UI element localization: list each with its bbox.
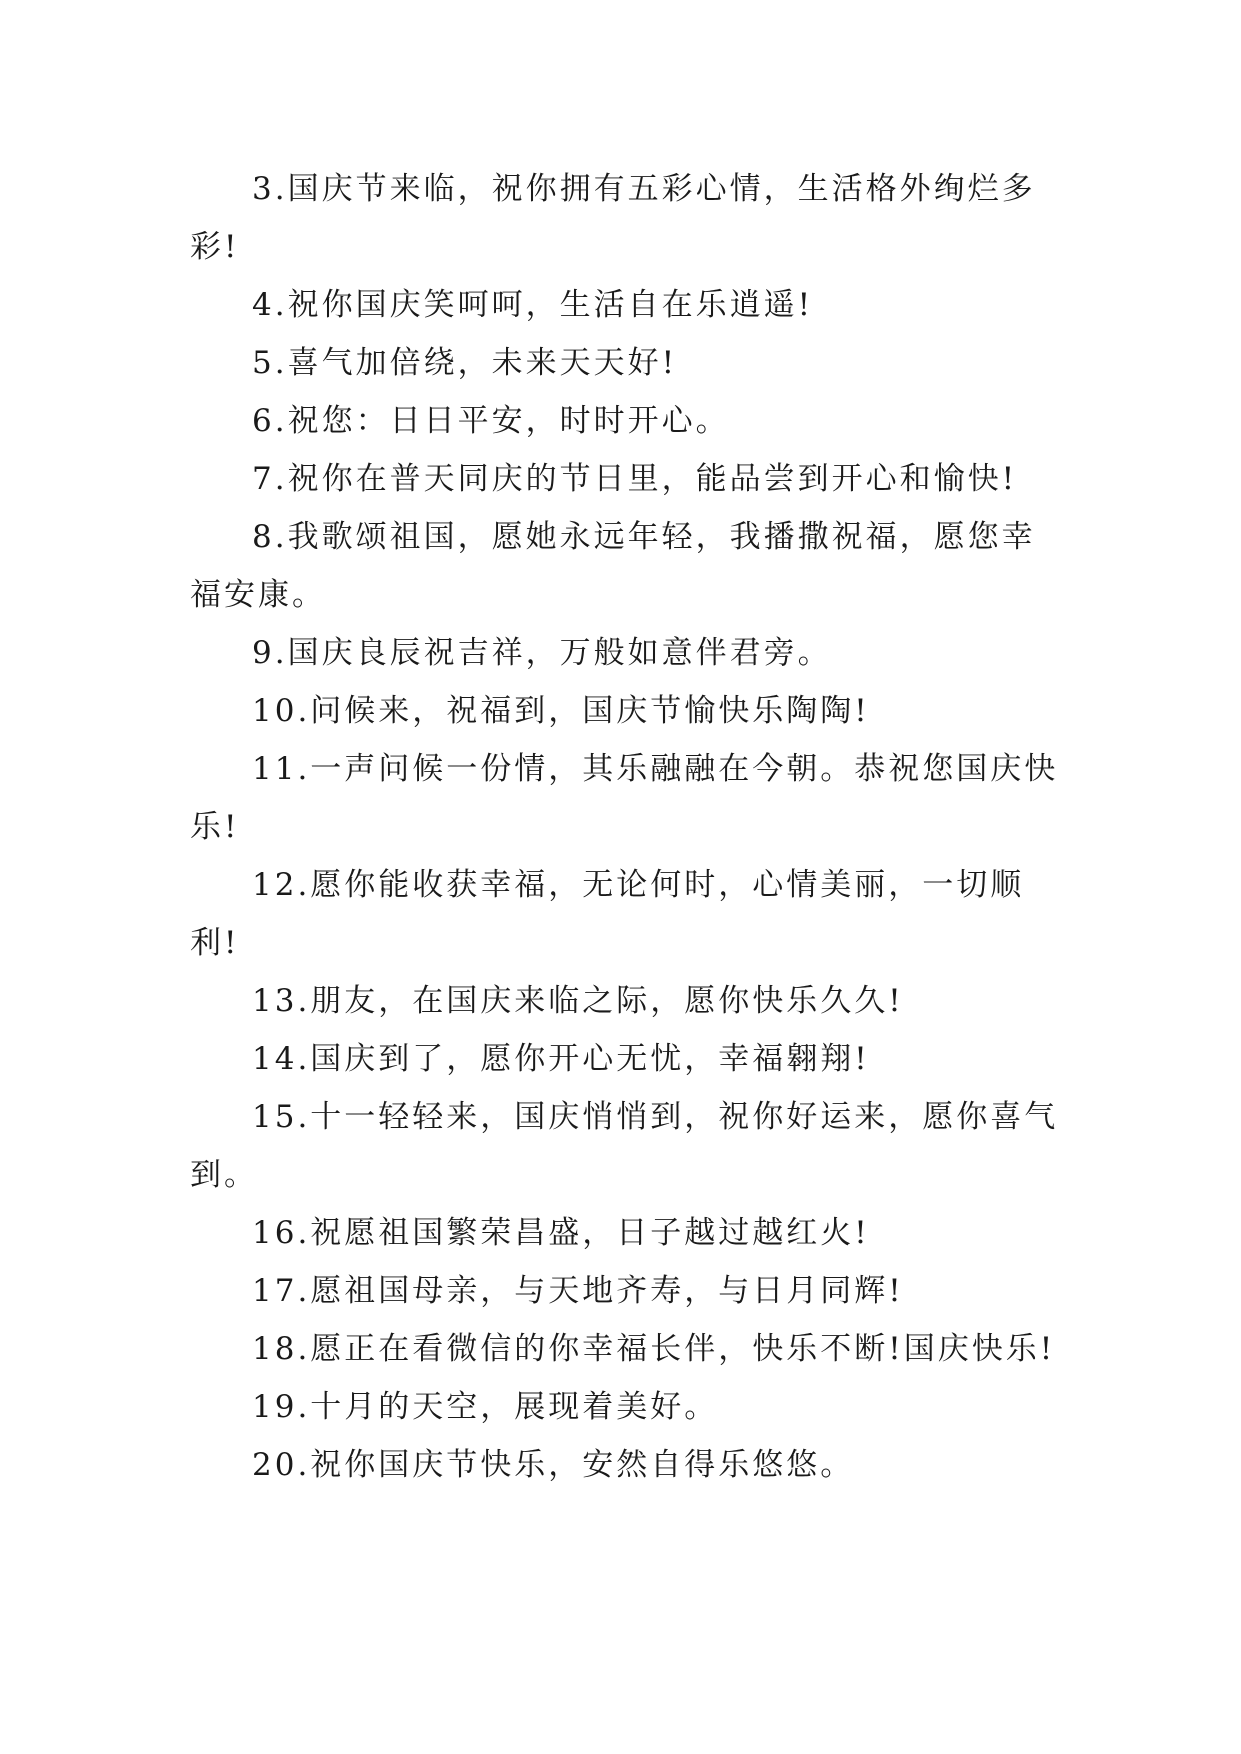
paragraph-19: 19.十月的天空，展现着美好。 — [252, 1389, 719, 1425]
paragraph-9: 9.国庆良辰祝吉祥，万般如意伴君旁。 — [252, 635, 832, 671]
paragraph-17: 17.愿祖国母亲，与天地齐寿，与日月同辉! — [252, 1273, 904, 1309]
paragraph-13: 13.朋友，在国庆来临之际，愿你快乐久久! — [252, 983, 904, 1019]
paragraph-14: 14.国庆到了，愿你开心无忧，幸福翱翔! — [252, 1041, 870, 1077]
paragraph-5: 5.喜气加倍绕，未来天天好! — [252, 345, 678, 381]
paragraph-15: 15.十一轻轻来，国庆悄悄到，祝你好运来，愿你喜气到。 — [190, 1099, 1059, 1193]
paragraph-6: 6.祝您：日日平安，时时开心。 — [252, 403, 730, 439]
paragraph-4: 4.祝你国庆笑呵呵，生活自在乐逍遥! — [252, 287, 814, 323]
paragraph-12: 12.愿你能收获幸福，无论何时，心情美丽，一切顺利! — [190, 867, 1025, 961]
paragraph-20: 20.祝你国庆节快乐，安然自得乐悠悠。 — [252, 1447, 855, 1483]
paragraph-8: 8.我歌颂祖国，愿她永远年轻，我播撒祝福，愿您幸福安康。 — [190, 519, 1036, 613]
paragraph-11: 11.一声问候一份情，其乐融融在今朝。恭祝您国庆快乐! — [190, 751, 1059, 845]
paragraph-10: 10.问候来，祝福到，国庆节愉快乐陶陶! — [252, 693, 870, 729]
paragraph-7: 7.祝你在普天同庆的节日里，能品尝到开心和愉快! — [252, 461, 1018, 497]
paragraph-16: 16.祝愿祖国繁荣昌盛，日子越过越红火! — [252, 1215, 870, 1251]
document-body — [190, 160, 1060, 1494]
paragraph-3: 3.国庆节来临，祝你拥有五彩心情，生活格外绚烂多彩! — [190, 171, 1036, 265]
paragraph-18: 18.愿正在看微信的你幸福长伴，快乐不断!国庆快乐! — [252, 1331, 1056, 1367]
